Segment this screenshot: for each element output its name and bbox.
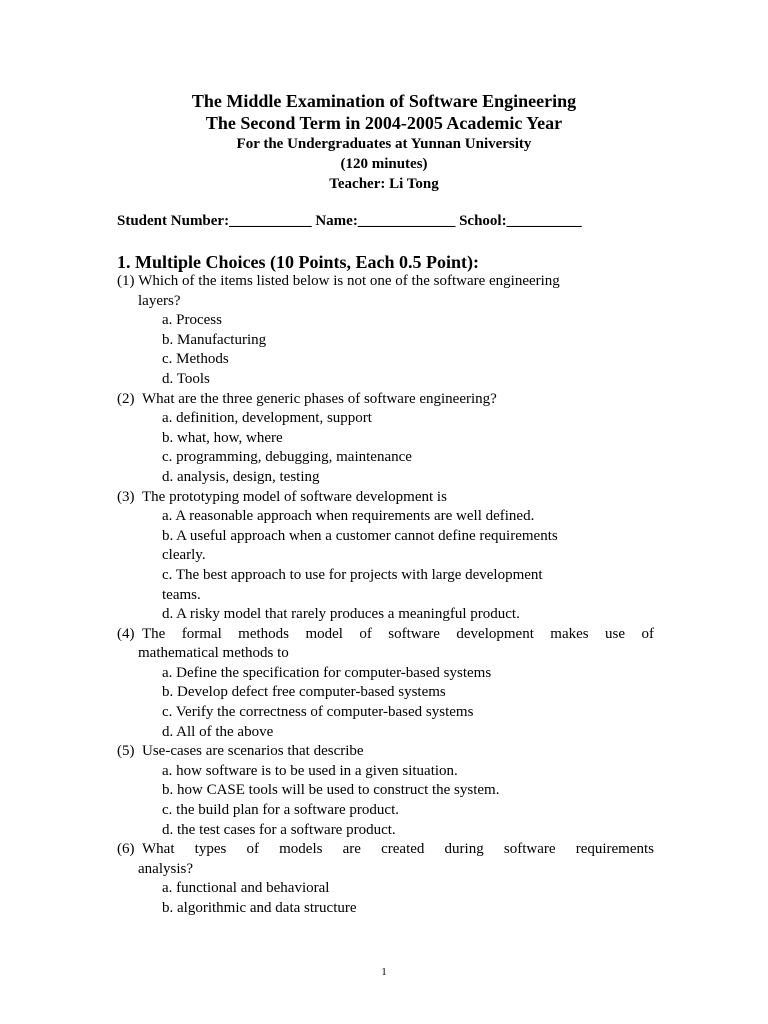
exam-header (0, 90, 768, 194)
option-d: d. analysis, design, testing (162, 468, 320, 485)
option-b: b. how CASE tools will be used to construct the system. (162, 782, 500, 799)
option-c: c. Verify the correctness of computer-based systems (162, 704, 474, 721)
option-b: b. what, how, where (162, 429, 283, 446)
question-list (117, 272, 654, 919)
question-number: (6) (117, 841, 142, 858)
option-a: a. definition, development, support (162, 410, 372, 427)
question-number: (1) (117, 273, 139, 289)
section-heading: 1. Multiple Choices (10 Points, Each 0.5 Point): (117, 252, 479, 272)
option-c: c. programming, debugging, maintenance (162, 449, 412, 466)
question-text: The prototyping model of software development is (142, 488, 447, 505)
question-number: (5) (117, 743, 142, 760)
option-b: b. Manufacturing (162, 331, 267, 348)
option-a: a. Define the specification for computer-based systems (162, 664, 492, 681)
question-number: (4) (117, 625, 142, 642)
question-4 (117, 625, 654, 645)
question-text-continued: layers? (138, 292, 181, 309)
exam-teacher: Teacher: Li Tong (329, 176, 439, 192)
option-a: a. A reasonable approach when requirements are well defined. (162, 508, 535, 525)
question-text: Use-cases are scenarios that describe (142, 743, 364, 760)
option-a: a. how software is to be used in a given situation. (162, 762, 458, 779)
option-c: c. the build plan for a software product. (162, 802, 400, 819)
option-c: c. Methods (162, 351, 229, 368)
question-number: (3) (117, 488, 142, 505)
option-a: a. functional and behavioral (162, 880, 330, 897)
option-c: c. The best approach to use for projects with large development (162, 566, 543, 583)
question-text-continued: analysis? (138, 860, 193, 877)
exam-duration: (120 minutes) (340, 156, 428, 172)
option-d: d. Tools (162, 370, 210, 387)
question-2 (117, 390, 654, 410)
option-a: a. Process (162, 312, 222, 329)
question-6 (117, 840, 654, 860)
option-d: d. the test cases for a software product. (162, 821, 396, 838)
exam-audience: For the Undergraduates at Yunnan University (236, 136, 532, 152)
exam-term: The Second Term in 2004-2005 Academic Year (205, 113, 563, 133)
option-b: b. algorithmic and data structure (162, 900, 357, 916)
option-c-continued: teams. (162, 586, 201, 603)
question-number: (2) (117, 390, 142, 407)
question-1 (117, 272, 654, 292)
option-d: d. A risky model that rarely produces a meaningful product. (162, 606, 520, 623)
question-text: Which of the items listed below is not one of the software engineering (138, 273, 560, 289)
question-text-continued: mathematical methods to (138, 645, 289, 662)
option-b: b. Develop defect free computer-based systems (162, 684, 446, 701)
option-d: d. All of the above (162, 723, 274, 740)
student-info-line: Student Number:___________ Name:_____________ School:__________ (117, 213, 582, 229)
option-b: b. A useful approach when a customer cannot define requirements (162, 527, 558, 544)
question-text: What are the three generic phases of software engineering? (142, 390, 497, 407)
exam-title: The Middle Examination of Software Engineering (191, 91, 577, 111)
question-5 (117, 742, 654, 762)
question-text: The formal methods model of software development makes use of (142, 625, 654, 642)
page-number: 1 (381, 966, 387, 978)
option-b-continued: clearly. (162, 547, 206, 564)
question-text: What types of models are created during software requirements (142, 841, 654, 858)
question-3 (117, 488, 654, 508)
